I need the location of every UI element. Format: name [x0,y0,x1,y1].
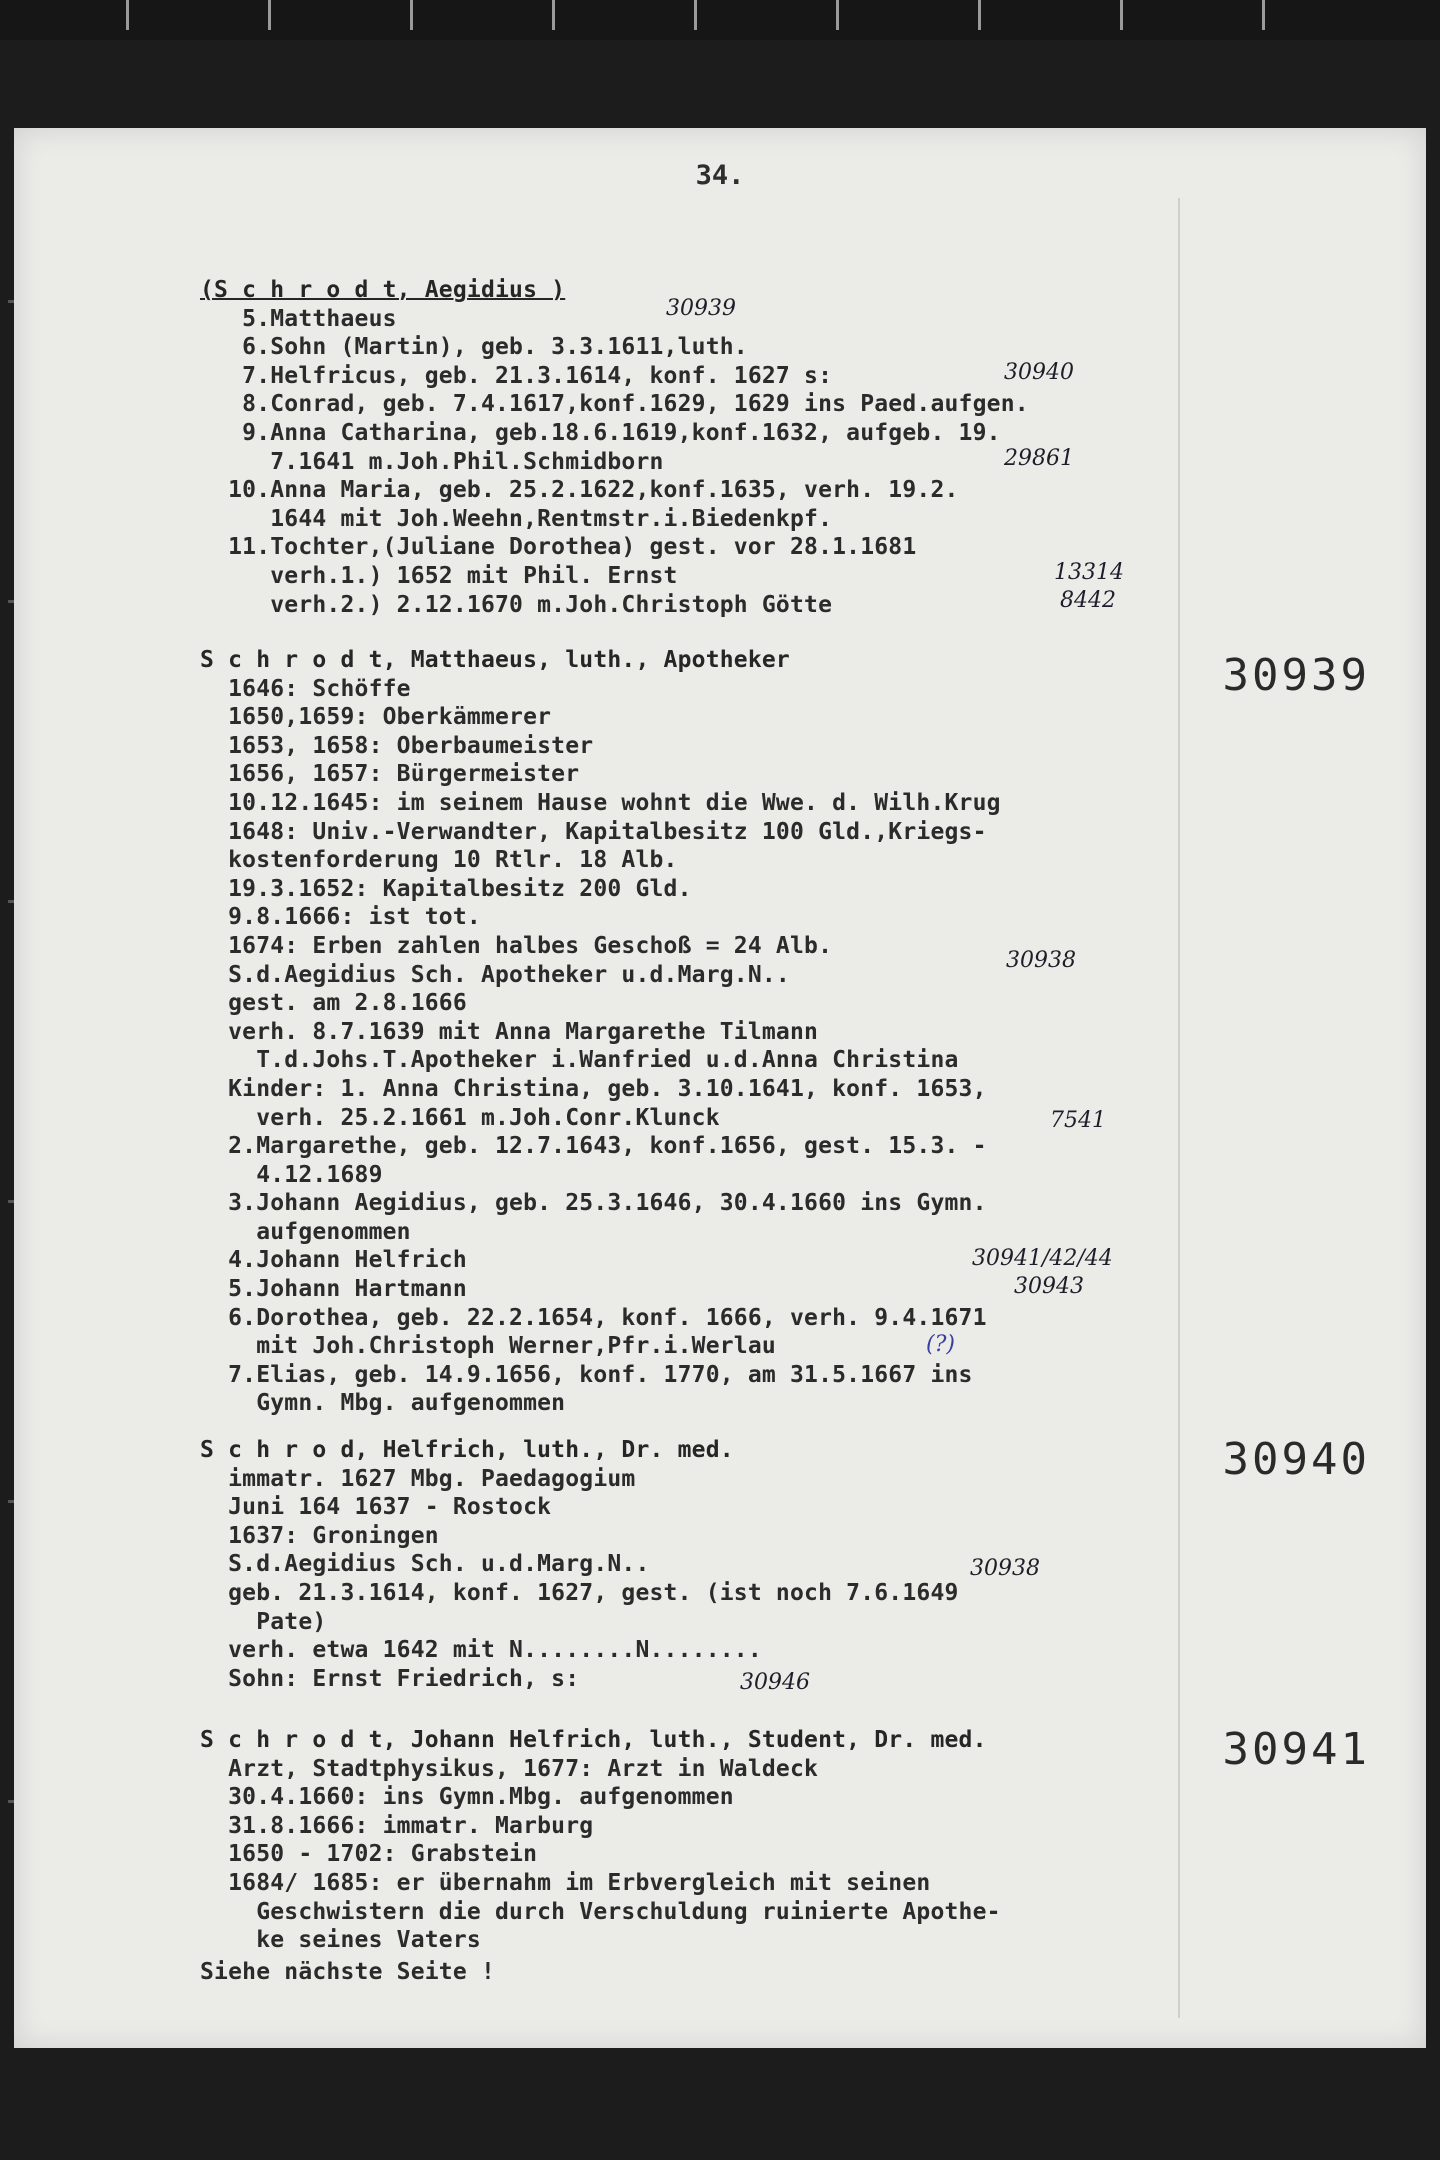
record-line: T.d.Johs.T.Apotheker i.Wanfried u.d.Anna Christina [200,1047,959,1074]
record-heading: (S c h r o d t, Aegidius ) [200,277,566,303]
record-line: Sohn: Ernst Friedrich, s: [200,1665,580,1692]
film-tick [552,0,555,30]
record-line: 4.12.1689 [200,1161,383,1188]
record-line: Pate) [200,1608,327,1635]
record-line: 1650,1659: Oberkämmerer [200,704,552,731]
record-line: verh. 8.7.1639 mit Anna Margarethe Tilmann [200,1018,819,1045]
film-tick [1120,0,1123,30]
record-line: 2.Margarethe, geb. 12.7.1643, konf.1656, gest. 15.3. - [200,1133,987,1160]
record-line: 8.Conrad, geb. 7.4.1617,konf.1629, 1629 ins Paed.aufgen. [200,391,1029,418]
record-line: 1656, 1657: Bürgermeister [200,761,580,788]
handwritten-annotation: 30940 [1004,360,1074,385]
record-line: 5.Johann Hartmann [200,1276,467,1303]
film-tick [410,0,413,30]
record-line: Arzt, Stadtphysikus, 1677: Arzt in Waldeck [200,1755,819,1782]
record-line: 9.Anna Catharina, geb.18.6.1619,konf.1632, aufgeb. 19. [200,419,1001,446]
record-line: 31.8.1666: immatr. Marburg [200,1812,594,1839]
margin-record-number: 30940 [1222,1434,1370,1485]
record-heading: S c h r o d t, Matthaeus, luth., Apotheker [200,647,790,673]
film-top-strip [0,0,1440,40]
handwritten-annotation: 30938 [970,1556,1040,1581]
film-tick [836,0,839,30]
record-line: aufgenommen [200,1218,411,1245]
margin-record-number: 30941 [1222,1724,1370,1775]
record-line: verh. 25.2.1661 m.Joh.Conr.Klunck [200,1104,720,1131]
record-line: Kinder: 1. Anna Christina, geb. 3.10.1641, konf. 1653, [200,1075,987,1102]
record-line: verh.2.) 2.12.1670 m.Joh.Christoph Götte [200,591,833,618]
film-tick [1262,0,1265,30]
record-line: ke seines Vaters [200,1927,481,1954]
record-line: Juni 164 1637 - Rostock [200,1494,552,1521]
record-line: immatr. 1627 Mbg. Paedagogium [200,1465,636,1492]
record-matthaeus [200,646,1250,1418]
film-tick [126,0,129,30]
record-line: verh.1.) 1652 mit Phil. Ernst [200,562,678,589]
film-tick [978,0,981,30]
record-line: 7.1641 m.Joh.Phil.Schmidborn [200,448,664,475]
record-johann-helfrich [200,1726,1250,1955]
record-line: geb. 21.3.1614, konf. 1627, gest. (ist noch 7.6.1649 [200,1579,959,1606]
handwritten-annotation: (?) [926,1332,955,1357]
handwritten-annotation: 30939 [666,296,736,321]
record-line: gest. am 2.8.1666 [200,990,467,1017]
record-line: 30.4.1660: ins Gymn.Mbg. aufgenommen [200,1784,734,1811]
handwritten-annotation: 30941/42/44 [972,1246,1113,1271]
record-line: 11.Tochter,(Juliane Dorothea) gest. vor 28.1.1681 [200,534,917,561]
record-line: 19.3.1652: Kapitalbesitz 200 Gld. [200,875,692,902]
record-line: S.d.Aegidius Sch. u.d.Marg.N.. [200,1551,650,1578]
record-line: 1684/ 1685: er übernahm im Erbvergleich mit seinen [200,1869,931,1896]
record-helfrich [200,1436,1250,1693]
page-number: 34. [695,160,745,191]
record-line: S.d.Aegidius Sch. Apotheker u.d.Marg.N.. [200,961,790,988]
handwritten-annotation: 7541 [1050,1108,1106,1133]
record-line: 1674: Erben zahlen halbes Geschoß = 24 Alb. [200,932,833,959]
record-line: Geschwistern die durch Verschuldung ruinierte Apothe- [200,1898,1001,1925]
record-line: 1644 mit Joh.Weehn,Rentmstr.i.Biedenkpf. [200,505,833,532]
record-line: Gymn. Mbg. aufgenommen [200,1390,566,1417]
record-line: 6.Dorothea, geb. 22.2.1654, konf. 1666, verh. 9.4.1671 [200,1304,987,1331]
record-line: 10.Anna Maria, geb. 25.2.1622,konf.1635, verh. 19.2. [200,477,959,504]
record-line: 3.Johann Aegidius, geb. 25.3.1646, 30.4.1660 ins Gymn. [200,1190,987,1217]
record-line: verh. etwa 1642 mit N........N........ [200,1637,762,1664]
record-line: 1650 - 1702: Grabstein [200,1841,538,1868]
record-line: 1653, 1658: Oberbaumeister [200,732,594,759]
film-tick [268,0,271,30]
record-line: 1646: Schöffe [200,675,411,702]
record-line: 1637: Groningen [200,1522,439,1549]
record-line: 4.Johann Helfrich [200,1247,467,1274]
record-line: mit Joh.Christoph Werner,Pfr.i.Werlau [200,1333,776,1360]
handwritten-annotation: 30943 [1014,1274,1084,1299]
handwritten-annotation: 30938 [1006,948,1076,973]
record-line: 7.Helfricus, geb. 21.3.1614, konf. 1627 s: [200,362,833,389]
record-line: kostenforderung 10 Rtlr. 18 Alb. [200,847,678,874]
record-line: 6.Sohn (Martin), geb. 3.3.1611,luth. [200,334,748,361]
record-line: 10.12.1645: im seinem Hause wohnt die Wwe. d. Wilh.Krug [200,789,1001,816]
handwritten-annotation: 13314 [1054,560,1124,585]
film-tick [694,0,697,30]
record-line: 9.8.1666: ist tot. [200,904,481,931]
handwritten-annotation: 8442 [1060,588,1116,613]
record-heading: S c h r o d t, Johann Helfrich, luth., Student, Dr. med. [200,1727,987,1753]
record-line: 5.Matthaeus [200,305,397,332]
margin-record-number: 30939 [1222,650,1370,701]
record-line: 7.Elias, geb. 14.9.1656, konf. 1770, am 31.5.1667 ins [200,1361,973,1388]
record-line: 1648: Univ.-Verwandter, Kapitalbesitz 100 Gld.,Kriegs- [200,818,987,845]
handwritten-annotation: 30946 [740,1670,810,1695]
handwritten-annotation: 29861 [1004,446,1074,471]
footer-note: Siehe nächste Seite ! [200,1959,495,1985]
document-page [14,128,1426,2048]
record-heading: S c h r o d, Helfrich, luth., Dr. med. [200,1437,734,1463]
